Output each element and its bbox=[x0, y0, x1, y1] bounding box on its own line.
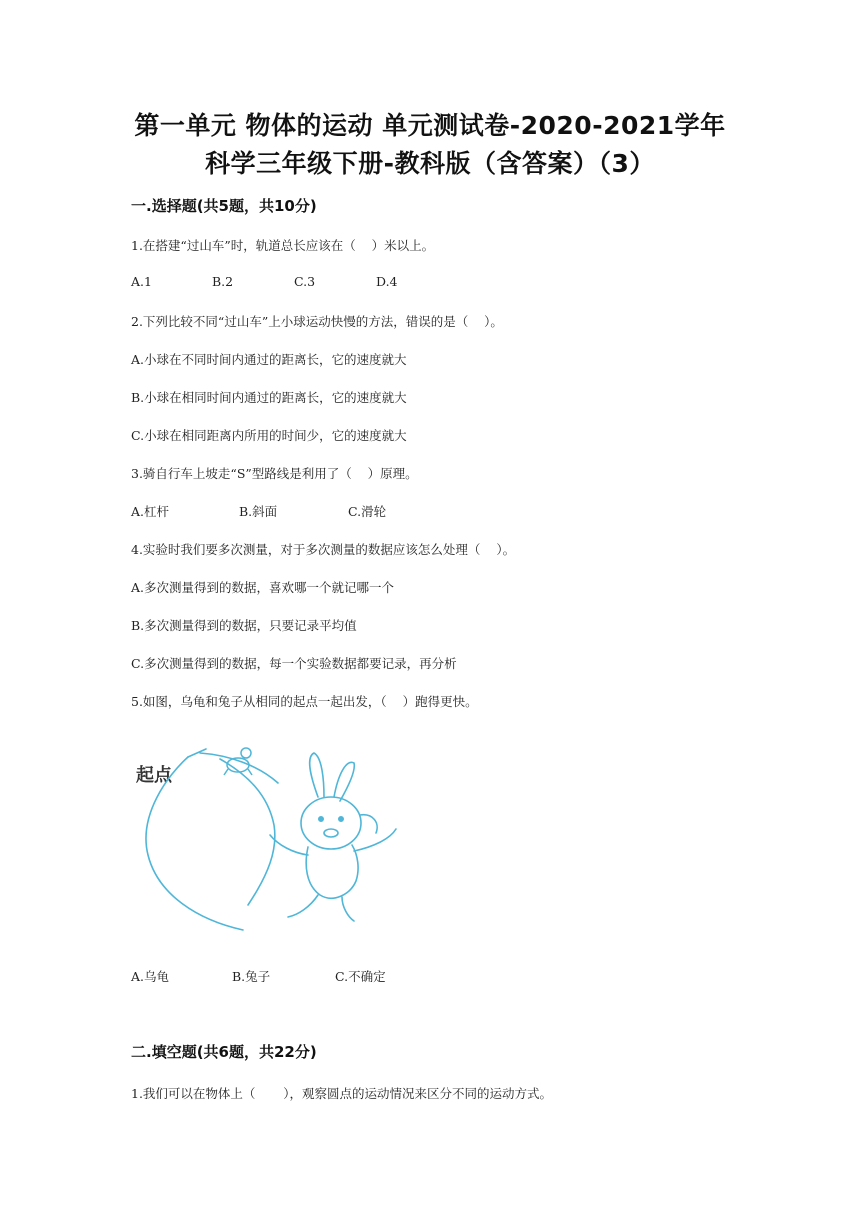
tortoise-hare-figure bbox=[128, 735, 403, 935]
q4-option-b: B.多次测量得到的数据，只要记录平均值 bbox=[131, 618, 357, 633]
q5-option-b: B.兔子 bbox=[232, 969, 271, 984]
page-title-line-2: 科学三年级下册-教科版（含答案）（3） bbox=[205, 149, 655, 178]
q1-option-c: C.3 bbox=[294, 274, 316, 289]
rabbit-icon bbox=[270, 753, 396, 921]
q1-option-d: D.4 bbox=[376, 274, 398, 289]
start-label: 起点 bbox=[136, 765, 172, 786]
q2-option-b: B.小球在相同时间内通过的距离长，它的速度就大 bbox=[131, 390, 407, 405]
q5-option-a: A.乌龟 bbox=[131, 969, 170, 984]
question-5: 5.如图，乌龟和兔子从相同的起点一起出发，（ ）跑得更快。 bbox=[131, 694, 478, 709]
q3-option-b: B.斜面 bbox=[239, 504, 278, 519]
q3-option-a: A.杠杆 bbox=[131, 504, 170, 519]
section-heading-choice: 一.选择题(共5题，共10分) bbox=[131, 197, 317, 215]
question-3: 3.骑自行车上坡走“S”型路线是利用了（ ）原理。 bbox=[131, 466, 418, 481]
question-2: 2.下列比较不同“过山车”上小球运动快慢的方法，错误的是（ ）。 bbox=[131, 314, 503, 329]
question-4: 4.实验时我们要多次测量，对于多次测量的数据应该怎么处理（ ）。 bbox=[131, 542, 516, 557]
page-title-line-1: 第一单元 物体的运动 单元测试卷-2020-2021学年 bbox=[134, 111, 726, 140]
q3-option-c: C.滑轮 bbox=[348, 504, 387, 519]
q2-option-c: C.小球在相同距离内所用的时间少，它的速度就大 bbox=[131, 428, 407, 443]
q5-option-c: C.不确定 bbox=[335, 969, 386, 984]
q1-option-a: A.1 bbox=[131, 274, 152, 289]
q1-option-b: B.2 bbox=[212, 274, 234, 289]
q4-option-a: A.多次测量得到的数据，喜欢哪一个就记哪一个 bbox=[131, 580, 395, 595]
question-1: 1.在搭建“过山车”时，轨道总长应该在（ ）米以上。 bbox=[131, 238, 435, 253]
fill-question-1: 1.我们可以在物体上（ ），观察圆点的运动情况来区分不同的运动方式。 bbox=[131, 1086, 552, 1101]
section-heading-fill: 二.填空题(共6题，共22分) bbox=[131, 1043, 317, 1061]
q2-option-a: A.小球在不同时间内通过的距离长，它的速度就大 bbox=[131, 352, 407, 367]
q4-option-c: C.多次测量得到的数据，每一个实验数据都要记录，再分析 bbox=[131, 656, 457, 671]
